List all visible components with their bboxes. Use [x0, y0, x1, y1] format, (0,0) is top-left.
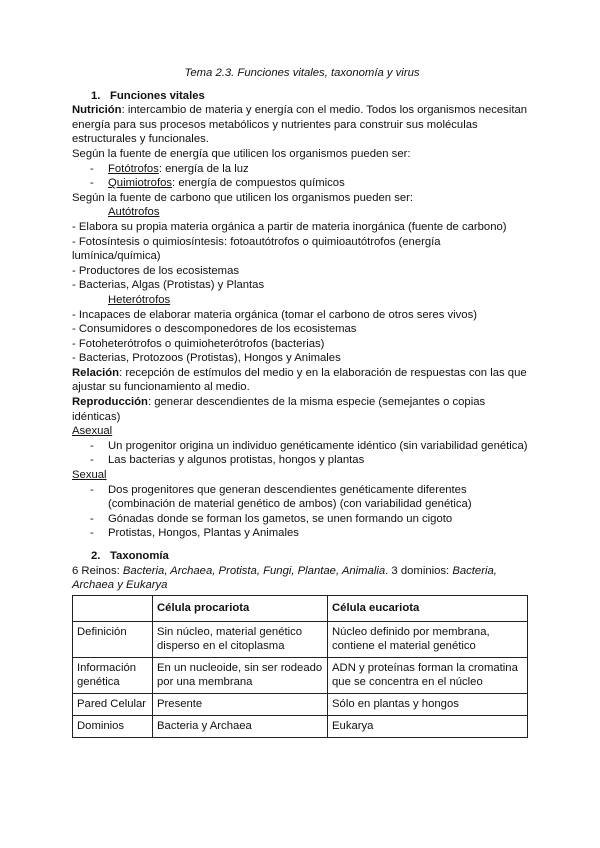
energia-intro: Según la fuente de energía que utilicen los organismos pueden ser:: [72, 147, 411, 160]
table-cell: Eukarya: [328, 715, 528, 737]
table-header-cell: Célula procariota: [153, 595, 328, 621]
document-body: [72, 66, 532, 738]
term: Fotótrofos: [108, 162, 159, 175]
nutricion-paragraph: [72, 103, 532, 147]
heterotrofos-label: Heterótrofos: [108, 293, 171, 306]
table-cell: Sin núcleo, material genético disperso en el citoplasma: [153, 621, 328, 657]
section-number: 1.: [91, 89, 101, 102]
table-cell: Pared Celular: [73, 693, 153, 715]
table-row: [73, 657, 528, 693]
list-item: - Productores de los ecosistemas: [72, 264, 240, 277]
nutricion-label: Nutrición: [72, 104, 122, 117]
relacion-text: : recepción de estímulos del medio y en la elaboración de respuestas con las que ajustar su funcionamiento al medio.: [72, 366, 527, 394]
table-row: [73, 621, 528, 657]
table-cell: Núcleo definido por membrana, contiene el material genético: [328, 621, 528, 657]
list-item: - Fotoheterótrofos o quimioheterótrofos (bacterias): [72, 337, 325, 350]
list-item: - Fotosíntesis o quimiosíntesis: fotoautótrofos o quimioautótrofos (energía lumínica/química): [72, 235, 441, 263]
dominios-list: Bacteria, Archaea y Eukarya: [72, 564, 497, 592]
section-title: Funciones vitales: [110, 89, 205, 102]
relacion-label: Relación: [72, 366, 120, 379]
table-cell: Información genética: [73, 657, 153, 693]
section-number: 2.: [91, 550, 101, 562]
term-desc: : energía de la luz: [158, 162, 249, 175]
reinos-list: Bacteria, Archaea, Protista, Fungi, Plantae, Animalia: [122, 564, 386, 577]
section-title: Taxonomía: [110, 550, 169, 562]
list-item: - Bacterias, Algas (Protistas) y Plantas: [72, 279, 265, 292]
list-item: - Incapaces de elaborar materia orgánica (tomar el carbono de otros seres vivos): [72, 308, 477, 321]
reproduccion-paragraph: [72, 395, 532, 424]
table-cell: Dominios: [73, 715, 153, 737]
list-item-quimiotrofos: - Quimiotrofos: energía de compuestos químicos: [90, 177, 345, 190]
list-item: - Protistas, Hongos, Plantas y Animales: [90, 527, 299, 540]
table-cell: Definición: [73, 621, 153, 657]
list-item: - Gónadas donde se forman los gametos, se unen formando un cigoto: [90, 512, 453, 525]
table-row: [73, 715, 528, 737]
table-cell: ADN y proteínas forman la cromatina que se concentra en el núcleo: [328, 657, 528, 693]
section-heading-taxonomia: [72, 549, 532, 564]
list-item: - Dos progenitores que generan descendientes genéticamente diferentes (combinación de material genético de ambos) (con variabilidad genética): [90, 483, 472, 511]
table-header-cell: Célula eucariota: [328, 595, 528, 621]
section-heading-funciones-vitales: [72, 89, 532, 104]
list-item: - Las bacterias y algunos protistas, hongos y plantas: [90, 454, 365, 467]
term: Quimiotrofos: [108, 177, 173, 190]
table-cell: Bacteria y Archaea: [153, 715, 328, 737]
table-header-cell: [73, 595, 153, 621]
list-item: - Bacterias, Protozoos (Protistas), Hongos y Animales: [72, 352, 341, 365]
term-desc: : energía de compuestos químicos: [172, 177, 345, 190]
reproduccion-label: Reproducción: [72, 396, 148, 409]
sexual-label: Sexual: [72, 469, 107, 482]
nutricion-text: : intercambio de materia y energía con el medio. Todos los organismos necesitan energía para sus procesos metabólicos y nutrientes para construir sus moléculas estructurales y funcionales.: [72, 104, 528, 146]
cell-comparison-table: [72, 595, 528, 738]
asexual-label: Asexual: [72, 425, 113, 438]
reinos-paragraph: 6 Reinos: Bacteria, Archaea, Protista, Fungi, Plantae, Animalia. 3 dominios: Bacteria, Archaea y Eukarya: [72, 564, 497, 592]
table-cell: Sólo en plantas y hongos: [328, 693, 528, 715]
list-item: - Consumidores o descomponedores de los ecosistemas: [72, 323, 357, 336]
table-row: [73, 693, 528, 715]
document-title: Tema 2.3. Funciones vitales, taxonomía y virus: [184, 67, 420, 79]
table-header-row: [73, 595, 528, 621]
reproduccion-text: : generar descendientes de la misma especie (semejantes o copias idénticas): [72, 396, 486, 423]
list-item-fototrofos: - Fotótrofos: energía de la luz: [90, 162, 249, 175]
table-cell: Presente: [153, 693, 328, 715]
relacion-paragraph: [72, 366, 532, 395]
autotrofos-label: Autótrofos: [108, 206, 160, 219]
list-item: - Elabora su propia materia orgánica a partir de materia inorgánica (fuente de carbono): [72, 220, 507, 233]
carbono-intro: Según la fuente de carbono que utilicen los organismos pueden ser:: [72, 191, 414, 204]
list-item: - Un progenitor origina un individuo genéticamente idéntico (sin variabilidad genética): [90, 439, 528, 452]
table-cell: En un nucleoide, sin ser rodeado por una membrana: [153, 657, 328, 693]
